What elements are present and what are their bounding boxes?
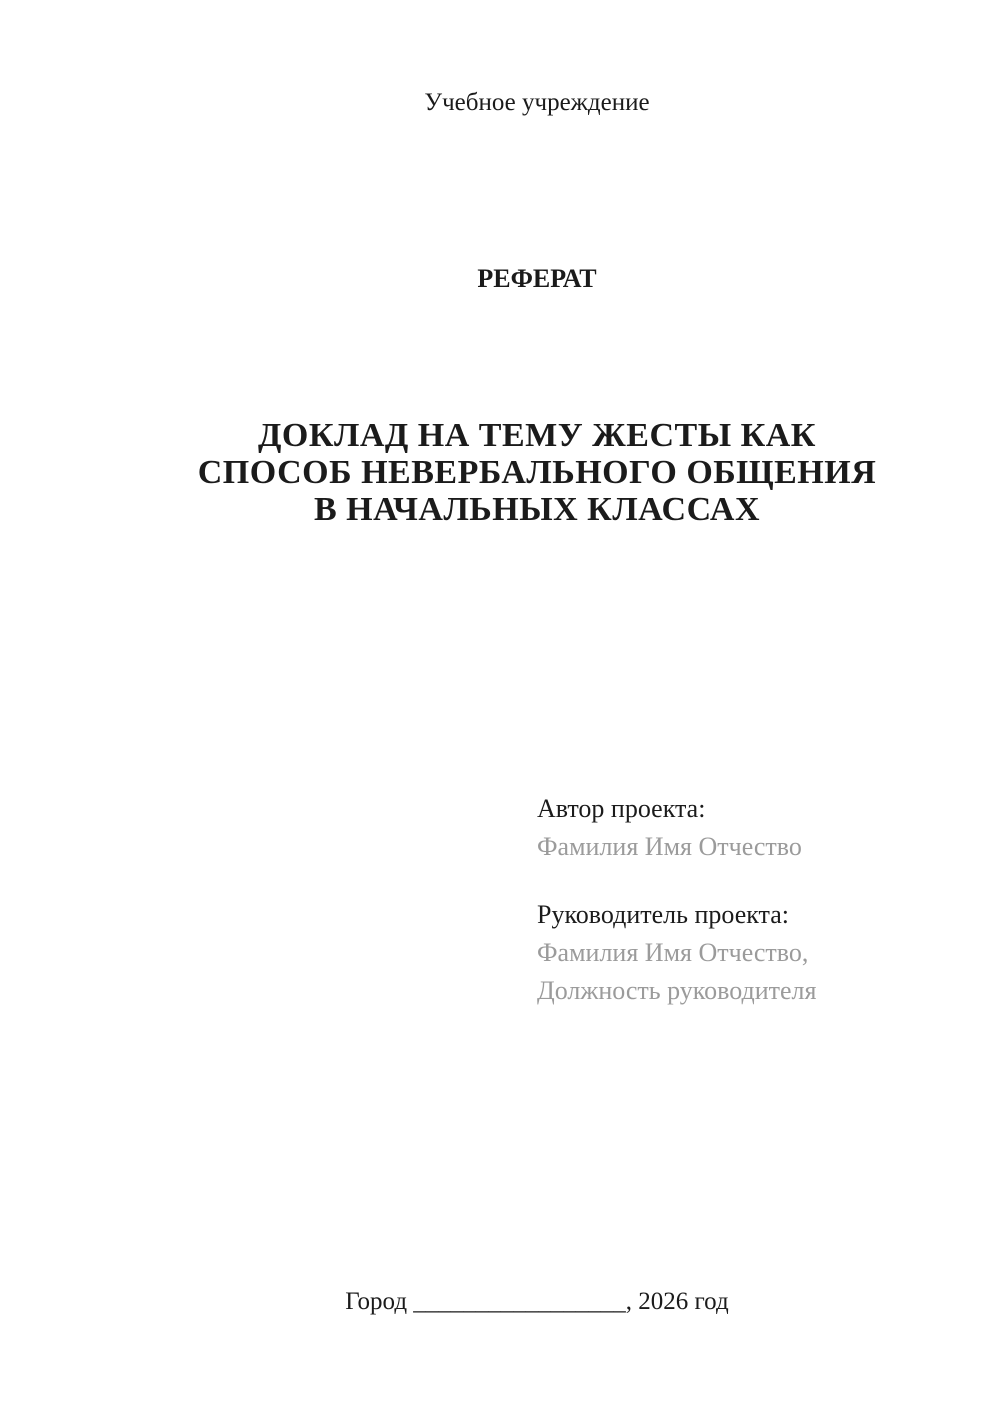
document-type-heading: РЕФЕРАТ	[477, 264, 597, 293]
report-title-line-1: ДОКЛАД НА ТЕМУ ЖЕСТЫ КАК	[258, 417, 816, 454]
report-title	[74, 417, 1000, 528]
supervisor-position-placeholder: Должность руководителя	[537, 976, 817, 1005]
city-year-line: Город _________________, 2026 год	[345, 1288, 729, 1315]
report-title-line-2: СПОСОБ НЕВЕРБАЛЬНОГО ОБЩЕНИЯ	[197, 454, 877, 491]
credits-block	[537, 790, 816, 1010]
institution-line: Учебное учреждение	[424, 89, 650, 116]
author-label: Автор проекта:	[537, 794, 706, 823]
report-title-line-3: В НАЧАЛЬНЫХ КЛАССАХ	[313, 491, 761, 528]
author-name-placeholder: Фамилия Имя Отчество	[537, 832, 802, 861]
supervisor-name-placeholder: Фамилия Имя Отчество,	[537, 938, 809, 967]
supervisor-label: Руководитель проекта:	[537, 900, 790, 929]
